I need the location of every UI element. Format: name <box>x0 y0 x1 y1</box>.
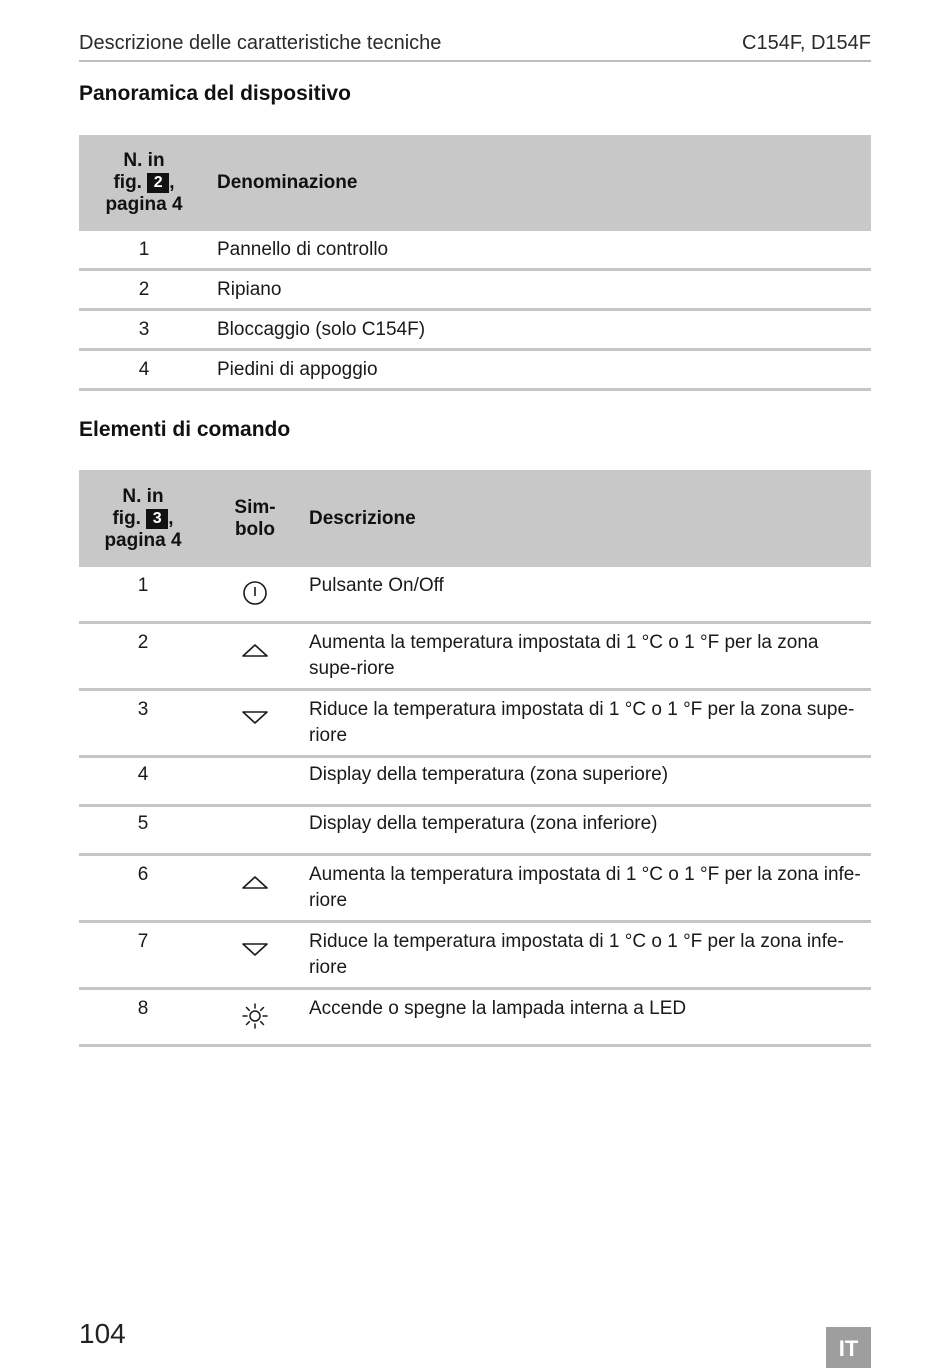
language-tab: IT <box>826 1327 871 1368</box>
table-row <box>79 922 871 989</box>
row-description: Pulsante On/Off <box>303 567 871 623</box>
row-number: 7 <box>79 922 207 989</box>
col-num-header <box>79 470 207 567</box>
row-number: 4 <box>79 757 207 806</box>
col-num-line1: N. in <box>123 150 165 171</box>
overview-heading: Panoramica del dispositivo <box>79 82 351 105</box>
overview-table <box>79 135 871 391</box>
table-row <box>79 757 871 806</box>
section-title: Descrizione delle caratteristiche tecniche <box>79 32 442 54</box>
col-num-line3: pagina 4 <box>105 194 183 215</box>
model-name: C154F, D154F <box>742 32 871 54</box>
col-name-header: Denominazione <box>209 135 871 231</box>
row-number: 6 <box>79 855 207 922</box>
row-description: Accende o spegne la lampada interna a LED <box>303 989 871 1046</box>
row-symbol <box>207 922 303 989</box>
figure-badge: 3 <box>146 509 168 529</box>
page-number: 104 <box>79 1318 126 1349</box>
overview-header-row <box>79 135 871 231</box>
row-name: Piedini di appoggio <box>209 350 871 390</box>
row-symbol <box>207 567 303 623</box>
row-symbol <box>207 855 303 922</box>
row-number: 4 <box>79 350 209 390</box>
row-number: 2 <box>79 270 209 310</box>
row-description: Riduce la temperatura impostata di 1 °C o 1 °F per la zona supe-riore <box>303 690 871 757</box>
row-number: 3 <box>79 310 209 350</box>
table-row <box>79 567 871 623</box>
table-row <box>79 623 871 690</box>
col-desc-header: Descrizione <box>303 470 871 567</box>
row-number: 2 <box>79 623 207 690</box>
table-row <box>79 310 871 350</box>
row-symbol <box>207 623 303 690</box>
table-row <box>79 806 871 855</box>
row-name: Ripiano <box>209 270 871 310</box>
light-icon <box>241 1002 269 1030</box>
row-symbol <box>207 757 303 806</box>
controls-header-row <box>79 470 871 567</box>
row-description: Display della temperatura (zona superiore) <box>303 757 871 806</box>
controls-heading: Elementi di comando <box>79 418 291 441</box>
arrow-down-icon <box>241 935 269 963</box>
table-row <box>79 270 871 310</box>
col-num-header <box>79 135 209 231</box>
controls-table <box>79 470 871 1047</box>
row-description: Aumenta la temperatura impostata di 1 °C o 1 °F per la zona infe-riore <box>303 855 871 922</box>
row-number: 3 <box>79 690 207 757</box>
row-number: 5 <box>79 806 207 855</box>
row-description: Riduce la temperatura impostata di 1 °C o 1 °F per la zona infe-riore <box>303 922 871 989</box>
col-num-line3: pagina 4 <box>104 529 182 551</box>
row-number: 8 <box>79 989 207 1046</box>
arrow-down-icon <box>241 703 269 731</box>
table-row <box>79 690 871 757</box>
table-row <box>79 350 871 390</box>
row-symbol <box>207 690 303 757</box>
table-row <box>79 855 871 922</box>
table-row <box>79 231 871 270</box>
col-symbol-line1: Sim- <box>234 496 276 518</box>
row-name: Pannello di controllo <box>209 231 871 270</box>
col-symbol-header <box>207 470 303 567</box>
arrow-up-icon <box>241 636 269 664</box>
table-row <box>79 989 871 1046</box>
col-num-line2: fig. 2 , <box>113 172 175 193</box>
col-num-line2: fig. 3 , <box>112 507 174 529</box>
page-header <box>79 30 871 62</box>
row-description: Aumenta la temperatura impostata di 1 °C o 1 °F per la zona supe-riore <box>303 623 871 690</box>
row-symbol <box>207 806 303 855</box>
col-symbol-line2: bolo <box>234 518 276 540</box>
row-number: 1 <box>79 567 207 623</box>
row-number: 1 <box>79 231 209 270</box>
row-symbol <box>207 989 303 1046</box>
row-description: Display della temperatura (zona inferiore) <box>303 806 871 855</box>
figure-badge: 2 <box>147 173 169 193</box>
power-icon <box>241 579 269 607</box>
arrow-up-icon <box>241 868 269 896</box>
row-name: Bloccaggio (solo C154F) <box>209 310 871 350</box>
col-num-line1: N. in <box>122 485 164 507</box>
